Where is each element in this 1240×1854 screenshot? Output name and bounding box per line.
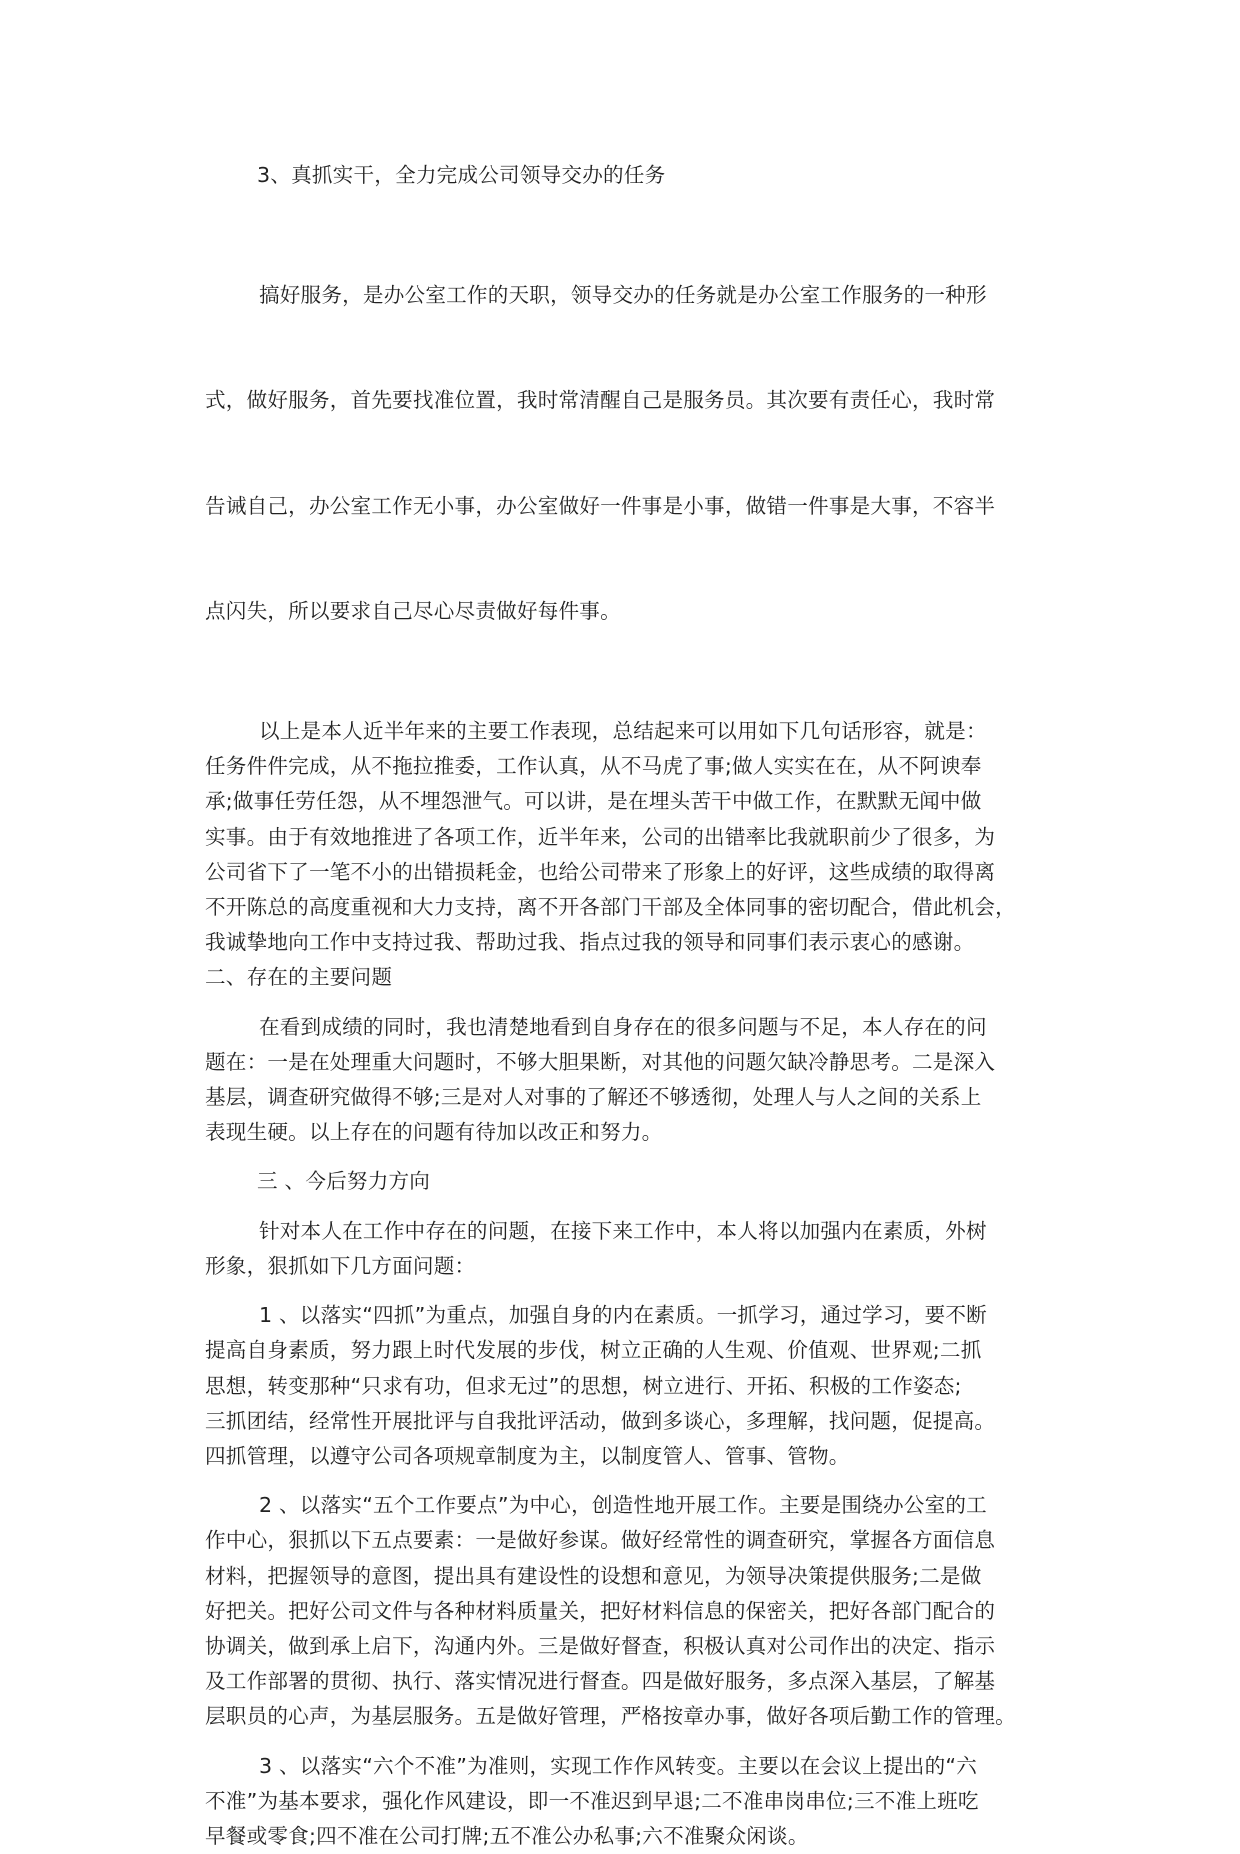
paragraph-point-1 bbox=[205, 1298, 1065, 1474]
text-line: 提高自身素质，努力跟上时代发展的步伐，树立正确的人生观、价值观、世界观;二抓 bbox=[205, 1338, 982, 1363]
text-line: 3 、以落实“六个不准”为准则，实现工作作风转变。主要以在会议上提出的“六 bbox=[205, 1753, 978, 1778]
text-line: 针对本人在工作中存在的问题，在接下来工作中，本人将以加强内在素质，外树 bbox=[205, 1218, 987, 1243]
text-line: 形象，狠抓如下几方面问题： bbox=[205, 1253, 476, 1278]
text-line: 1 、以落实“四抓”为重点，加强自身的内在素质。一抓学习，通过学习，要不断 bbox=[205, 1303, 987, 1328]
text-line: 协调关，做到承上启下，沟通内外。三是做好督查，积极认真对公司作出的决定、指示 bbox=[205, 1633, 996, 1658]
text-line: 作中心，狠抓以下五点要素：一是做好参谋。做好经常性的调查研究，掌握各方面信息 bbox=[205, 1528, 996, 1553]
paragraph-point-3 bbox=[205, 1749, 1065, 1854]
text-line: 好把关。把好公司文件与各种材料质量关，把好材料信息的保密关，把好各部门配合的 bbox=[205, 1598, 996, 1623]
text-line: 公司省下了一笔不小的出错损耗金，也给公司带来了形象上的好评，这些成绩的取得离 bbox=[205, 859, 996, 884]
text-line: 思想，转变那种“只求有功，但求无过”的思想，树立进行、开拓、积极的工作姿态; bbox=[205, 1373, 962, 1398]
paragraph-service bbox=[205, 207, 1065, 700]
text-line: 不开陈总的高度重视和大力支持，离不开各部门干部及全体同事的密切配合，借此机会， bbox=[205, 895, 1016, 920]
text-line: 三抓团结，经常性开展批评与自我批评活动，做到多谈心，多理解，找问题，促提高。 bbox=[205, 1408, 996, 1433]
text-line: 实事。由于有效地推进了各项工作，近半年来，公司的出错率比我就职前少了很多，为 bbox=[205, 824, 996, 849]
document-body bbox=[205, 158, 1065, 1854]
paragraph-problems bbox=[205, 1010, 1065, 1151]
text-line: 式，做好服务，首先要找准位置，我时常清醒自己是服务员。其次要有责任心，我时常 bbox=[205, 388, 996, 413]
text-line: 搞好服务，是办公室工作的天职，领导交办的任务就是办公室工作服务的一种形 bbox=[205, 282, 987, 307]
text-line: 任务件件完成，从不拖拉推委，工作认真，从不马虎了事;做人实实在在，从不阿谀奉 bbox=[205, 754, 982, 779]
paragraph-direction-intro bbox=[205, 1214, 1065, 1284]
text-line: 我诚挚地向工作中支持过我、帮助过我、指点过我的领导和同事们表示衷心的感谢。 bbox=[205, 930, 975, 955]
text-line: 层职员的心声，为基层服务。五是做好管理，严格按章办事，做好各项后勤工作的管理。 bbox=[205, 1704, 1016, 1729]
text-line: 表现生硬。以上存在的问题有待加以改正和努力。 bbox=[205, 1120, 663, 1145]
text-line: 3、真抓实干，全力完成公司领导交办的任务 bbox=[257, 163, 666, 187]
heading-3-task bbox=[205, 158, 1065, 193]
paragraph-summary bbox=[205, 714, 1065, 996]
text-line: 四抓管理，以遵守公司各项规章制度为主，以制度管人、管事、管物。 bbox=[205, 1443, 850, 1468]
text-line: 以上是本人近半年来的主要工作表现，总结起来可以用如下几句话形容，就是： bbox=[205, 719, 987, 744]
heading-three-direction bbox=[205, 1164, 1065, 1199]
section-heading-direction: 三 、今后努力方向 bbox=[257, 1169, 431, 1194]
text-line: 2 、以落实“五个工作要点”为中心，创造性地开展工作。主要是围绕办公室的工 bbox=[205, 1493, 987, 1518]
text-line: 材料，把握领导的意图，提出具有建设性的设想和意见，为领导决策提供服务;二是做 bbox=[205, 1563, 982, 1588]
text-line: 早餐或零食;四不准在公司打牌;五不准公办私事;六不准聚众闲谈。 bbox=[205, 1823, 809, 1848]
text-line: 及工作部署的贯彻、执行、落实情况进行督查。四是做好服务，多点深入基层，了解基 bbox=[205, 1669, 996, 1694]
text-line: 在看到成绩的同时，我也清楚地看到自身存在的很多问题与不足，本人存在的问 bbox=[205, 1014, 987, 1039]
text-line: 基层，调查研究做得不够;三是对人对事的了解还不够透彻，处理人与人之间的关系上 bbox=[205, 1085, 982, 1110]
text-line: 告诫自己，办公室工作无小事，办公室做好一件事是小事，做错一件事是大事，不容半 bbox=[205, 493, 996, 518]
section-heading-problems: 二、存在的主要问题 bbox=[205, 965, 393, 990]
text-line: 题在：一是在处理重大问题时，不够大胆果断，对其他的问题欠缺冷静思考。二是深入 bbox=[205, 1049, 996, 1074]
text-line: 不准”为基本要求，强化作风建设，即一不准迟到早退;二不准串岗串位;三不准上班吃 bbox=[205, 1788, 979, 1813]
paragraph-point-2 bbox=[205, 1488, 1065, 1734]
text-line: 承;做事任劳任怨，从不埋怨泄气。可以讲，是在埋头苦干中做工作，在默默无闻中做 bbox=[205, 789, 982, 814]
text-line: 点闪失，所以要求自己尽心尽责做好每件事。 bbox=[205, 599, 621, 624]
